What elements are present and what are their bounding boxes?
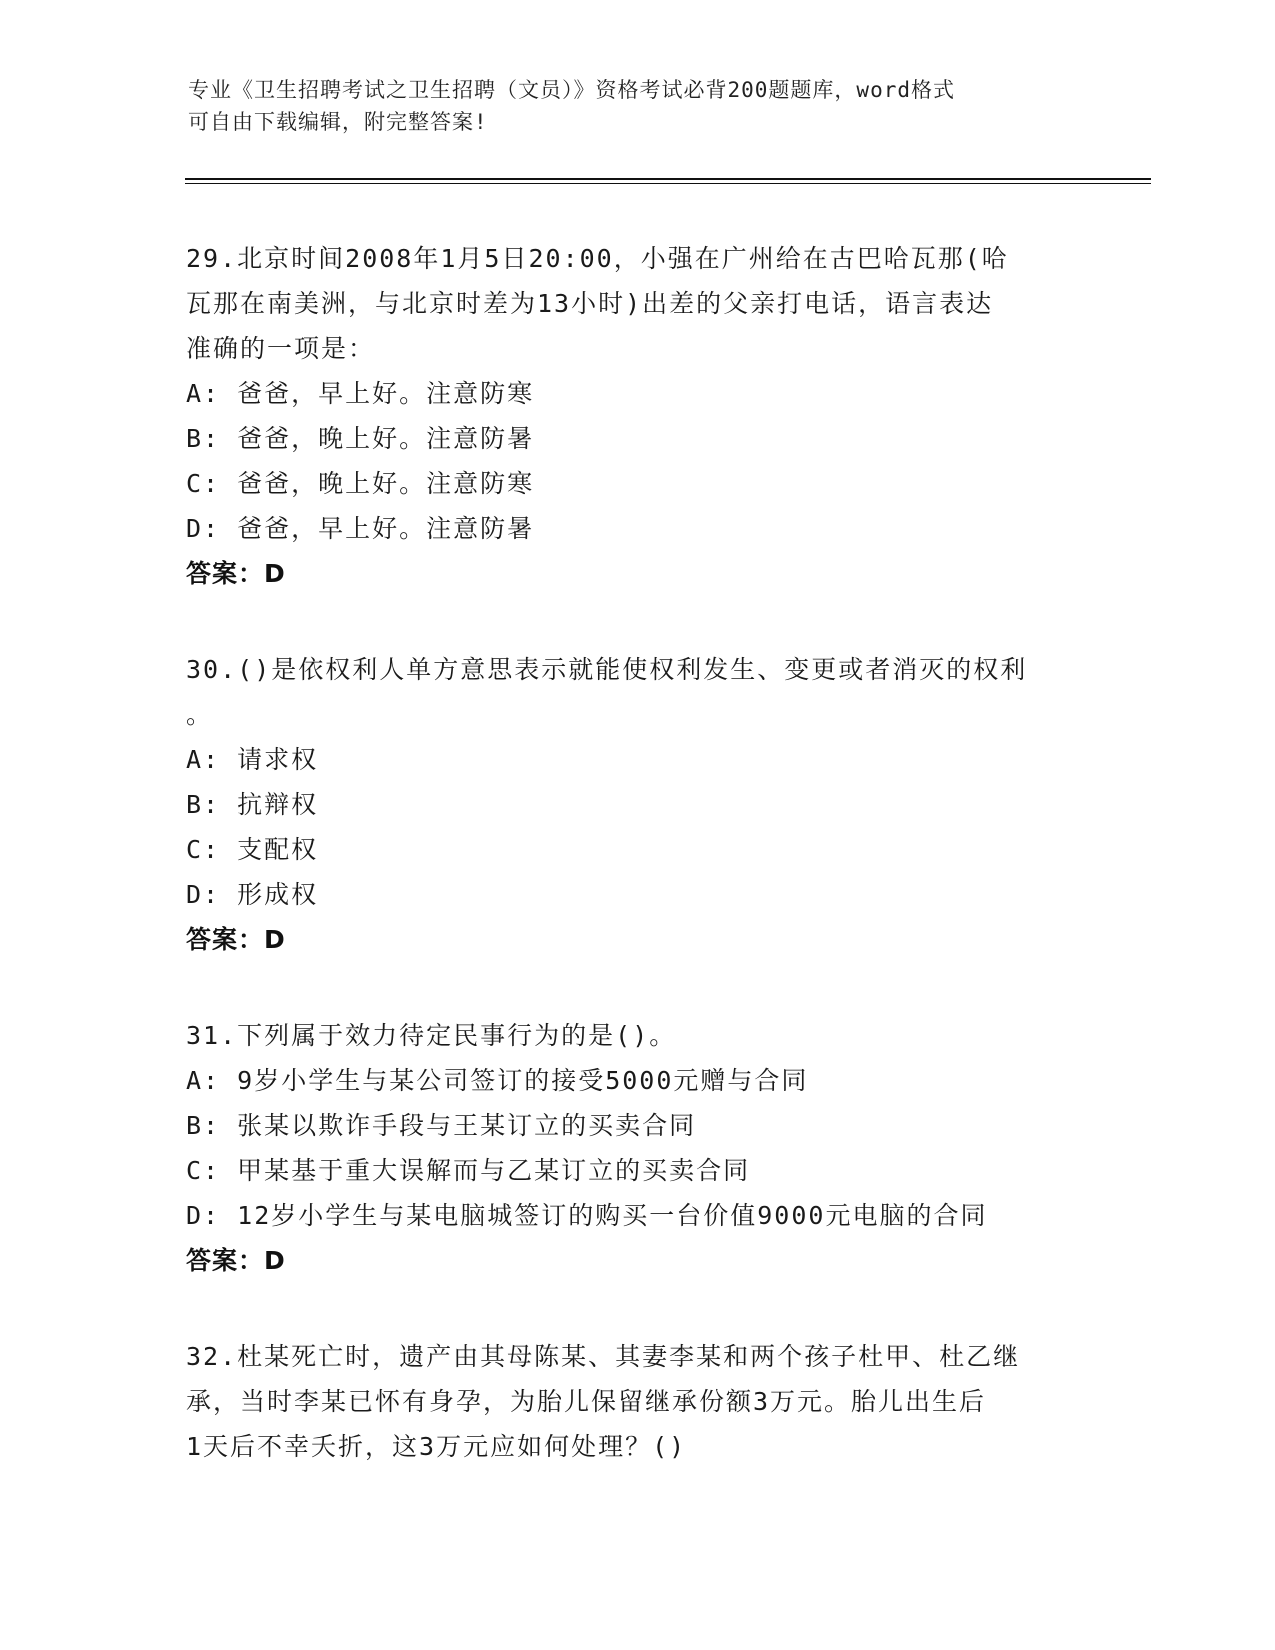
- question-32: [186, 1334, 1086, 1469]
- option-a: A: 请求权: [186, 745, 319, 774]
- header-divider: [185, 178, 1151, 180]
- question-text: 准确的一项是：: [186, 334, 376, 363]
- header-divider-thin: [185, 183, 1151, 184]
- option-b: B: 抗辩权: [186, 790, 319, 819]
- question-text: 承，当时李某已怀有身孕，为胎儿保留继承份额3万元。胎儿出生后: [186, 1387, 987, 1416]
- question-text: 。: [186, 700, 214, 729]
- option-d: D: 爸爸，早上好。注意防暑: [186, 514, 535, 543]
- question-text: 31.下列属于效力待定民事行为的是()。: [186, 1021, 677, 1050]
- answer-label: 答案：D: [186, 559, 286, 588]
- question-text: 30.()是依权利人单方意思表示就能使权利发生、变更或者消灭的权利: [186, 655, 1028, 684]
- option-b: B: 爸爸，晚上好。注意防暑: [186, 424, 535, 453]
- question-text: 29.北京时间2008年1月5日20:00，小强在广州给在古巴哈瓦那(哈: [186, 244, 1009, 273]
- option-b: B: 张某以欺诈手段与王某订立的买卖合同: [186, 1111, 697, 1140]
- document-header: [188, 74, 1088, 138]
- answer-label: 答案：D: [186, 925, 286, 954]
- question-29: [186, 236, 1086, 596]
- header-line-1: 专业《卫生招聘考试之卫生招聘（文员）》资格考试必背200题题库，word格式: [188, 78, 955, 102]
- question-text: 1天后不幸夭折，这3万元应如何处理？(): [186, 1432, 687, 1461]
- question-31: [186, 1013, 1086, 1283]
- header-line-2: 可自由下载编辑，附完整答案!: [188, 110, 488, 134]
- option-d: D: 形成权: [186, 880, 319, 909]
- answer-label: 答案：D: [186, 1246, 286, 1275]
- option-a: A: 9岁小学生与某公司签订的接受5000元赠与合同: [186, 1066, 809, 1095]
- question-list: [186, 236, 1086, 1520]
- option-c: C: 爸爸，晚上好。注意防寒: [186, 469, 535, 498]
- option-c: C: 支配权: [186, 835, 319, 864]
- question-text: 瓦那在南美洲，与北京时差为13小时)出差的父亲打电话，语言表达: [186, 289, 994, 318]
- option-c: C: 甲某基于重大误解而与乙某订立的买卖合同: [186, 1156, 751, 1185]
- option-a: A: 爸爸，早上好。注意防寒: [186, 379, 535, 408]
- question-text: 32.杜某死亡时，遗产由其母陈某、其妻李某和两个孩子杜甲、杜乙继: [186, 1342, 1021, 1371]
- question-30: [186, 647, 1086, 962]
- option-d: D: 12岁小学生与某电脑城签订的购买一台价值9000元电脑的合同: [186, 1201, 988, 1230]
